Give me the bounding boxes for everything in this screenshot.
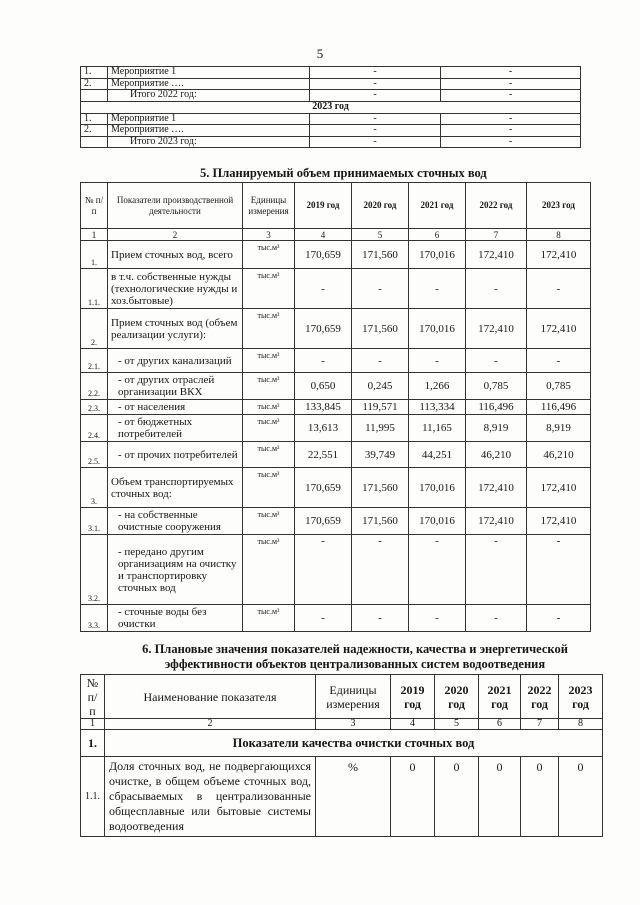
- table-row: [81, 269, 591, 309]
- index-cell: 3: [316, 719, 391, 730]
- header-cell: 2022 год: [466, 183, 527, 229]
- row-label: - от других канализаций: [108, 349, 243, 373]
- row-value: 13,613: [295, 415, 352, 442]
- page-number: 5: [316, 46, 324, 61]
- row-label: - от населения: [108, 400, 243, 415]
- row-value: 171,560: [352, 468, 409, 508]
- row-value: 0,785: [527, 373, 591, 400]
- row-value: -: [466, 349, 527, 373]
- row-value: 172,410: [527, 508, 591, 535]
- row-number: 2.2.: [81, 373, 108, 400]
- table-row: [81, 415, 591, 442]
- row-value: -: [409, 605, 466, 632]
- table-row: [81, 67, 581, 79]
- cell-v1: -: [310, 78, 441, 90]
- row-number: 3.3.: [81, 605, 108, 632]
- row-unit: %: [316, 757, 391, 837]
- header-cell: 2021 год: [409, 183, 466, 229]
- cell-v1: -: [310, 125, 441, 137]
- measures-table: [80, 66, 581, 148]
- row-label: Прием сточных вод, всего: [108, 241, 243, 269]
- table-row: [81, 241, 591, 269]
- cell-v2: -: [441, 67, 581, 79]
- index-cell: 7: [466, 229, 527, 241]
- cell-num: 2.: [81, 125, 108, 137]
- row-value: 172,410: [466, 309, 527, 349]
- year-row: [81, 101, 581, 113]
- cell-v2: -: [441, 78, 581, 90]
- row-value: 0,785: [466, 373, 527, 400]
- row-value: 0: [391, 757, 435, 837]
- index-row: [81, 229, 591, 241]
- row-value: 170,659: [295, 309, 352, 349]
- row-value: 22,551: [295, 442, 352, 468]
- section-5-heading: 5. Планируемый объем принимаемых сточных вод: [200, 166, 487, 180]
- table-row: [81, 442, 591, 468]
- row-value: -: [527, 605, 591, 632]
- row-number: 2.1.: [81, 349, 108, 373]
- row-value: 170,016: [409, 508, 466, 535]
- row-value: 8,919: [527, 415, 591, 442]
- row-value: 171,560: [352, 241, 409, 269]
- row-value: 170,659: [295, 468, 352, 508]
- header-cell: Единицы измерения: [243, 183, 295, 229]
- cell-num: 2.: [81, 78, 108, 90]
- header-cell: 2019 год: [391, 675, 435, 719]
- row-value: 172,410: [466, 508, 527, 535]
- header-cell: Наименование показателя: [105, 675, 316, 719]
- row-number: 1.1.: [81, 757, 105, 837]
- row-value: 172,410: [527, 309, 591, 349]
- row-value: -: [295, 349, 352, 373]
- row-label: - от прочих потребителей: [108, 442, 243, 468]
- row-value: 1,266: [409, 373, 466, 400]
- cell-name: Итого 2022 год:: [108, 90, 310, 102]
- index-cell: 8: [559, 719, 603, 730]
- row-value: 0: [559, 757, 603, 837]
- header-cell: 2019 год: [295, 183, 352, 229]
- row-value: 8,919: [466, 415, 527, 442]
- quality-indicators-table: [80, 674, 603, 837]
- row-value: 172,410: [466, 241, 527, 269]
- row-value: 170,016: [409, 241, 466, 269]
- table-row: [81, 468, 591, 508]
- row-value: 11,165: [409, 415, 466, 442]
- row-value: 170,016: [409, 468, 466, 508]
- row-value: 116,496: [466, 400, 527, 415]
- cell-num: 1.: [81, 67, 108, 79]
- row-number: 1.: [81, 241, 108, 269]
- row-unit: тыс.м³: [243, 442, 295, 468]
- row-value: 172,410: [527, 468, 591, 508]
- row-value: -: [409, 269, 466, 309]
- header-cell: № п/ п: [81, 675, 105, 719]
- table-row: [81, 125, 581, 137]
- index-cell: 7: [521, 719, 559, 730]
- row-unit: тыс.м³: [243, 468, 295, 508]
- row-value: 171,560: [352, 309, 409, 349]
- row-unit: тыс.м³: [243, 508, 295, 535]
- row-number: 2.4.: [81, 415, 108, 442]
- section-title: Показатели качества очистки сточных вод: [105, 730, 603, 757]
- wastewater-volume-table: [80, 182, 591, 632]
- row-label: - передано другим организациям на очистку и транспортировку сточных вод: [108, 535, 243, 605]
- row-unit: тыс.м³: [243, 605, 295, 632]
- cell-name: Мероприятие 1: [108, 113, 310, 125]
- row-number: 2.3.: [81, 400, 108, 415]
- row-number: 3.2.: [81, 535, 108, 605]
- row-number: 3.1.: [81, 508, 108, 535]
- index-cell: 5: [352, 229, 409, 241]
- table-row: [81, 78, 581, 90]
- table-row: [81, 400, 591, 415]
- row-value: -: [466, 535, 527, 605]
- section-6-heading-line1: 6. Плановые значения показателей надежности, качества и энергетической: [142, 642, 568, 656]
- index-cell: 1: [81, 719, 105, 730]
- row-value: 0: [521, 757, 559, 837]
- row-value: -: [527, 349, 591, 373]
- index-cell: 1: [81, 229, 108, 241]
- row-value: 44,251: [409, 442, 466, 468]
- row-label: - от бюджетных потребителей: [108, 415, 243, 442]
- row-label: Прием сточных вод (объем реализации услуги):: [108, 309, 243, 349]
- cell-name: Мероприятие ….: [108, 78, 310, 90]
- row-unit: тыс.м³: [243, 349, 295, 373]
- row-value: -: [352, 349, 409, 373]
- cell-name: Мероприятие 1: [108, 67, 310, 79]
- row-unit: тыс.м³: [243, 400, 295, 415]
- header-cell: 2023 год: [527, 183, 591, 229]
- row-label: в т.ч. собственные нужды (технологические нужды и хоз.бытовые): [108, 269, 243, 309]
- row-number: 1.1.: [81, 269, 108, 309]
- row-unit: тыс.м³: [243, 269, 295, 309]
- row-label: - от других отраслей организации ВКХ: [108, 373, 243, 400]
- row-value: 116,496: [527, 400, 591, 415]
- row-number: 2.5.: [81, 442, 108, 468]
- row-value: 0,245: [352, 373, 409, 400]
- header-cell: № п/п: [81, 183, 108, 229]
- row-value: -: [527, 269, 591, 309]
- row-unit: тыс.м³: [243, 535, 295, 605]
- table-row: [81, 349, 591, 373]
- row-value: 0: [435, 757, 479, 837]
- row-label: Доля сточных вод, не подвергающихся очистке, в общем объеме сточных вод, сбрасываемых в централизованные общесплавные или бытовые системы водоотведения: [105, 757, 316, 837]
- row-value: -: [352, 605, 409, 632]
- table-row: [81, 508, 591, 535]
- table-row: [81, 90, 581, 102]
- cell-v1: -: [310, 90, 441, 102]
- cell-num: 1.: [81, 113, 108, 125]
- row-number: 3.: [81, 468, 108, 508]
- index-row: [81, 719, 603, 730]
- cell-v1: -: [310, 136, 441, 148]
- table-header-row: [81, 183, 591, 229]
- row-value: 170,659: [295, 241, 352, 269]
- index-cell: 8: [527, 229, 591, 241]
- row-value: 170,659: [295, 508, 352, 535]
- row-value: -: [409, 535, 466, 605]
- row-number: 2.: [81, 309, 108, 349]
- cell-name: Мероприятие ….: [108, 125, 310, 137]
- row-value: 133,845: [295, 400, 352, 415]
- cell-v2: -: [441, 90, 581, 102]
- cell-name: Итого 2023 год:: [108, 136, 310, 148]
- section-6-heading-line2: эффективности объектов централизованных систем водоотведения: [164, 657, 546, 671]
- row-value: 113,334: [409, 400, 466, 415]
- row-value: 39,749: [352, 442, 409, 468]
- table-row: [81, 136, 581, 148]
- index-cell: 4: [391, 719, 435, 730]
- header-cell: 2023 год: [559, 675, 603, 719]
- header-cell: 2020 год: [352, 183, 409, 229]
- row-value: 172,410: [466, 468, 527, 508]
- cell-v1: -: [310, 113, 441, 125]
- row-label: - на собственные очистные сооружения: [108, 508, 243, 535]
- row-unit: тыс.м³: [243, 241, 295, 269]
- row-label: - сточные воды без очистки: [108, 605, 243, 632]
- row-unit: тыс.м³: [243, 373, 295, 400]
- row-value: 172,410: [527, 241, 591, 269]
- row-value: -: [295, 605, 352, 632]
- row-value: 46,210: [466, 442, 527, 468]
- cell-num: [81, 136, 108, 148]
- row-value: 119,571: [352, 400, 409, 415]
- table-row: [81, 373, 591, 400]
- row-value: -: [295, 535, 352, 605]
- section-row: [81, 730, 603, 757]
- row-label: Объем транспортируемых сточных вод:: [108, 468, 243, 508]
- section-number: 1.: [81, 730, 105, 757]
- cell-v2: -: [441, 125, 581, 137]
- table-row: [81, 113, 581, 125]
- index-cell: 2: [105, 719, 316, 730]
- row-value: 46,210: [527, 442, 591, 468]
- row-value: -: [466, 269, 527, 309]
- cell-num: [81, 90, 108, 102]
- index-cell: 3: [243, 229, 295, 241]
- cell-v2: -: [441, 113, 581, 125]
- header-cell: 2020 год: [435, 675, 479, 719]
- header-cell: Показатели производственной деятельности: [108, 183, 243, 229]
- cell-v1: -: [310, 67, 441, 79]
- row-value: -: [466, 605, 527, 632]
- row-value: -: [352, 269, 409, 309]
- row-value: 170,016: [409, 309, 466, 349]
- row-value: 0: [479, 757, 521, 837]
- index-cell: 4: [295, 229, 352, 241]
- index-cell: 6: [479, 719, 521, 730]
- row-unit: тыс.м³: [243, 415, 295, 442]
- table-row: [81, 757, 603, 837]
- row-value: 0,650: [295, 373, 352, 400]
- row-unit: тыс.м³: [243, 309, 295, 349]
- row-value: -: [295, 269, 352, 309]
- table-row: [81, 309, 591, 349]
- row-value: -: [352, 535, 409, 605]
- header-cell: Единицы измерения: [316, 675, 391, 719]
- row-value: -: [527, 535, 591, 605]
- year-label: 2023 год: [81, 101, 581, 113]
- row-value: 171,560: [352, 508, 409, 535]
- row-value: -: [409, 349, 466, 373]
- section-6-heading: [130, 642, 580, 672]
- header-cell: 2022 год: [521, 675, 559, 719]
- index-cell: 2: [108, 229, 243, 241]
- header-cell: 2021 год: [479, 675, 521, 719]
- cell-v2: -: [441, 136, 581, 148]
- index-cell: 5: [435, 719, 479, 730]
- table-header-row: [81, 675, 603, 719]
- row-value: 11,995: [352, 415, 409, 442]
- index-cell: 6: [409, 229, 466, 241]
- table-row: [81, 535, 591, 605]
- table-row: [81, 605, 591, 632]
